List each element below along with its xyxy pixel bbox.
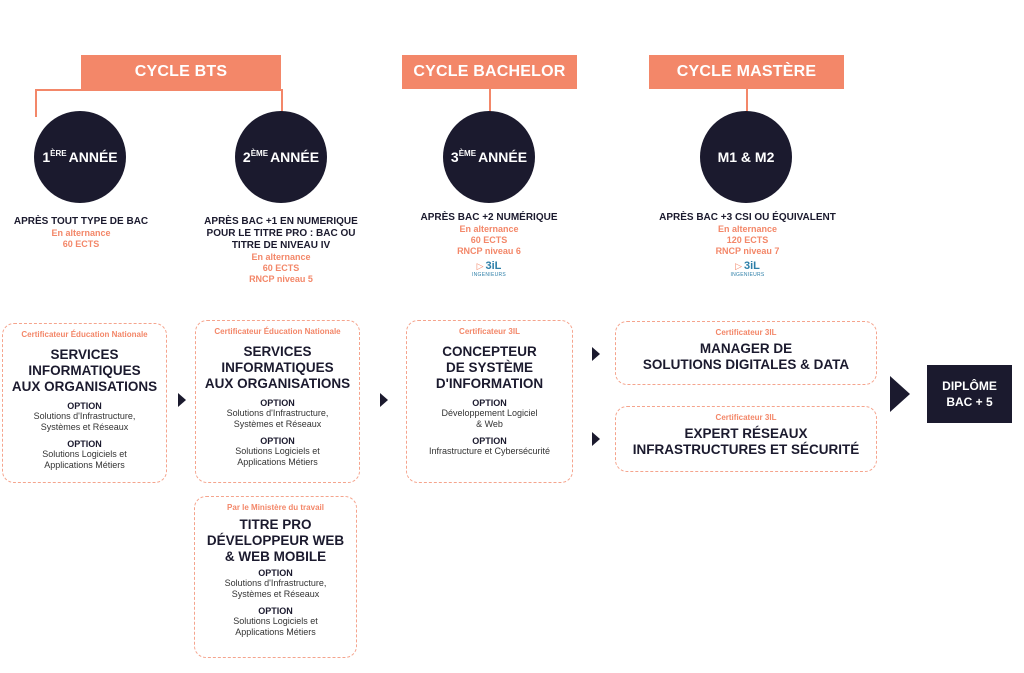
option-value: Solutions d'Infrastructure, — [224, 578, 327, 588]
year-1-circle — [34, 111, 126, 203]
option-label: OPTION — [67, 439, 102, 449]
card-expert-reseaux — [615, 406, 877, 472]
year-3-word: ANNÉE — [478, 149, 528, 165]
year-1-ects: 60 ECTS — [62, 239, 100, 249]
arrow-right-large-icon — [890, 376, 910, 412]
option-label: OPTION — [258, 568, 293, 578]
card-title — [195, 517, 356, 565]
option-value: & Web — [476, 419, 503, 429]
cycle-mastere-label: CYCLE MASTÈRE — [649, 55, 844, 89]
year-1-sup: ÈRE — [50, 148, 67, 158]
option-label: OPTION — [67, 401, 102, 411]
year-1-alternance: En alternance — [51, 228, 111, 238]
play-triangle-icon: ▷ — [476, 260, 484, 271]
logo-3il-sub: INGENIEURS — [471, 272, 507, 278]
card-title-line: AUX ORGANISATIONS — [11, 379, 158, 394]
card-title-line: CONCEPTEUR — [442, 344, 537, 359]
option-value: Développement Logiciel — [441, 408, 538, 418]
year-2-prereq-2: POUR LE TITRE PRO : BAC OU — [206, 228, 356, 239]
year-1-info — [0, 216, 162, 250]
card-title — [3, 347, 166, 395]
card-title-line: DÉVELOPPEUR WEB — [206, 533, 345, 548]
logo-3il-mark: 3iL — [485, 260, 502, 272]
year-m-alternance: En alternance — [717, 224, 778, 234]
logo-3il-mastere — [650, 260, 845, 278]
year-2-number: 2 — [242, 149, 251, 165]
card-certifier: Par le Ministère du travail — [227, 503, 324, 512]
year-2-alternance: En alternance — [251, 252, 311, 262]
year-2-info — [196, 216, 366, 285]
year-2-rncp: RNCP niveau 5 — [249, 274, 313, 284]
option-value: Applications Métiers — [237, 457, 318, 467]
card-certifier: Certificateur Éducation Nationale — [21, 330, 148, 339]
year-3-prereq: APRÈS BAC +2 NUMÉRIQUE — [420, 212, 558, 223]
arrow-right-icon — [592, 347, 600, 361]
year-3-sup: ÈME — [458, 148, 477, 158]
year-1-word: ANNÉE — [68, 149, 118, 165]
option-value: Applications Métiers — [235, 627, 316, 637]
card-title — [196, 344, 359, 392]
card-title-line: EXPERT RÉSEAUX — [684, 426, 808, 441]
card-title-line: INFRASTRUCTURES ET SÉCURITÉ — [632, 442, 860, 457]
option-label: OPTION — [260, 398, 295, 408]
year-1-number: 1 — [42, 149, 51, 165]
year-3-circle — [443, 111, 535, 203]
logo-3il-sub: INGENIEURS — [730, 272, 765, 278]
option-value: Solutions Logiciels et — [235, 446, 320, 456]
diploma-line-2: BAC + 5 — [946, 395, 993, 409]
option-label: OPTION — [472, 436, 507, 446]
card-title-line: INFORMATIQUES — [221, 360, 334, 375]
year-3-alternance: En alternance — [459, 224, 519, 234]
option-label: OPTION — [472, 398, 507, 408]
cycle-bts-label: CYCLE BTS — [81, 55, 281, 89]
card-title-line: DE SYSTÈME — [445, 360, 534, 375]
card-sio-year2 — [195, 320, 360, 483]
card-title — [616, 426, 876, 458]
diploma-box — [927, 365, 1012, 423]
year-m-prereq: APRÈS BAC +3 CSI OU ÉQUIVALENT — [659, 212, 836, 223]
card-title-line: SOLUTIONS DIGITALES & DATA — [642, 357, 850, 372]
card-certifier: Certificateur 3IL — [715, 413, 777, 422]
card-manager-solutions — [615, 321, 877, 385]
option-value: Solutions d'Infrastructure, — [33, 411, 136, 421]
year-m-info — [650, 212, 845, 278]
card-title-line: AUX ORGANISATIONS — [204, 376, 351, 391]
card-certifier: Certificateur 3IL — [459, 327, 520, 336]
logo-3il-bachelor — [404, 260, 574, 278]
card-certifier: Certificateur Éducation Nationale — [214, 327, 341, 336]
year-2-prereq-1: APRÈS BAC +1 EN NUMERIQUE — [204, 216, 358, 227]
logo-3il-mark: 3iL — [744, 260, 760, 272]
year-m-ects: 120 ECTS — [726, 235, 769, 245]
option-value: Applications Métiers — [44, 460, 125, 470]
card-title — [616, 341, 876, 373]
option-value: Systèmes et Réseaux — [40, 422, 129, 432]
card-titre-pro — [194, 496, 357, 658]
year-3-rncp: RNCP niveau 6 — [457, 246, 521, 256]
year-2-word: ANNÉE — [270, 149, 320, 165]
arrow-right-icon — [380, 393, 388, 407]
card-title-line: D'INFORMATION — [435, 376, 544, 391]
cycle-bts-tick-left — [35, 89, 37, 117]
card-certifier: Certificateur 3IL — [715, 328, 777, 337]
card-title-line: & WEB MOBILE — [224, 549, 327, 564]
card-title-line: INFORMATIQUES — [28, 363, 141, 378]
option-label: OPTION — [260, 436, 295, 446]
year-3-number: 3 — [450, 149, 459, 165]
diploma-line-1: DIPLÔME — [942, 379, 997, 393]
year-2-circle — [235, 111, 327, 203]
year-m-circle — [700, 111, 792, 203]
cycle-bts-line — [35, 89, 283, 91]
year-m-number: M1 & M2 — [717, 149, 775, 165]
option-value: Systèmes et Réseaux — [233, 419, 322, 429]
cycle-bachelor-label: CYCLE BACHELOR — [402, 55, 577, 89]
arrow-right-icon — [592, 432, 600, 446]
arrow-right-icon — [178, 393, 186, 407]
card-sio-year1 — [2, 323, 167, 483]
year-3-info — [404, 212, 574, 278]
card-title-line: MANAGER DE — [699, 341, 793, 356]
year-2-ects: 60 ECTS — [262, 263, 300, 273]
option-value: Solutions d'Infrastructure, — [226, 408, 329, 418]
option-value: Systèmes et Réseaux — [231, 589, 320, 599]
option-value: Solutions Logiciels et — [42, 449, 127, 459]
year-2-sup: ÈME — [250, 148, 269, 158]
option-label: OPTION — [258, 606, 293, 616]
option-value: Infrastructure et Cybersécurité — [428, 446, 551, 456]
play-triangle-icon: ▷ — [735, 260, 742, 271]
card-title-line: SERVICES — [243, 344, 312, 359]
card-title-line: SERVICES — [50, 347, 119, 362]
option-value: Solutions Logiciels et — [233, 616, 318, 626]
year-2-prereq-3: TITRE DE NIVEAU IV — [231, 240, 331, 251]
year-1-prereq: APRÈS TOUT TYPE DE BAC — [13, 216, 149, 227]
card-title — [407, 344, 572, 392]
year-3-ects: 60 ECTS — [470, 235, 508, 245]
card-concepteur-si — [406, 320, 573, 483]
year-m-rncp: RNCP niveau 7 — [715, 246, 780, 256]
card-title-line: TITRE PRO — [239, 517, 312, 532]
